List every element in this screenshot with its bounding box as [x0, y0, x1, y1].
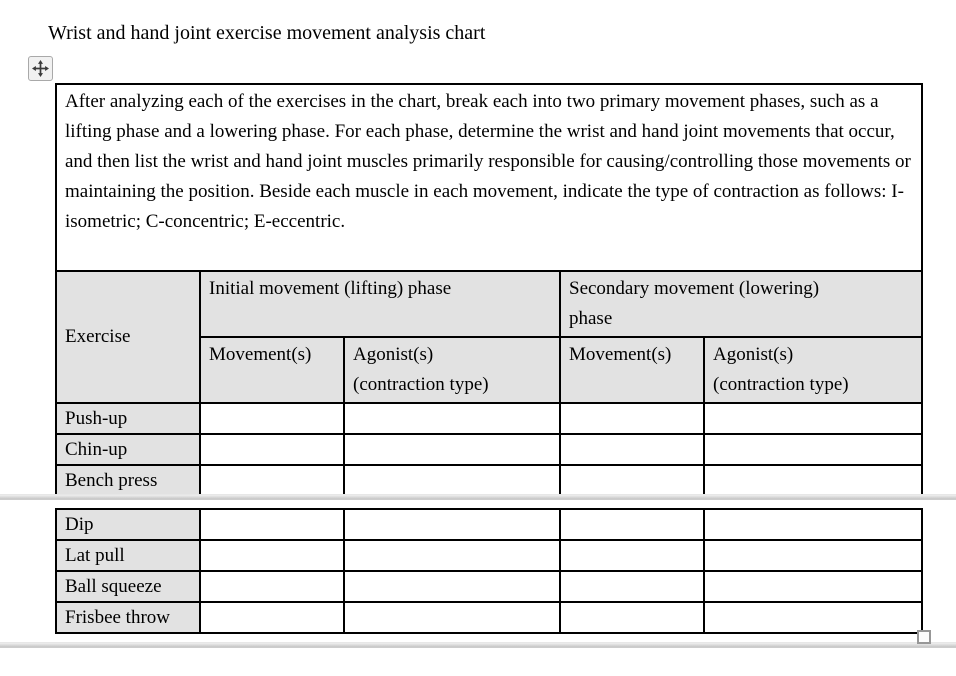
- answer-cell[interactable]: [200, 540, 344, 571]
- table-row: [56, 602, 922, 633]
- table-row: [56, 509, 922, 540]
- agonist-subheader-cell-secondary: [704, 337, 922, 403]
- answer-cell[interactable]: [704, 403, 922, 434]
- table-row: [56, 434, 922, 465]
- instructions-text: After analyzing each of the exercises in the chart, break each into two primary movement phases, such as a lifting phase and a lowering phase. For each phase, determine the wrist and hand joint movements that occur, and then list the wrist and hand joint muscles primarily responsible for causing/controlling those movements or maintaining the position. Beside each muscle in each movement, indicate the type of contraction as follows: I-isometric; C-concentric; E-eccentric.: [65, 91, 911, 232]
- answer-cell[interactable]: [200, 434, 344, 465]
- exercise-name-cell: Bench press: [56, 465, 200, 496]
- answer-cell[interactable]: [560, 465, 704, 496]
- instructions-cell: [56, 84, 922, 271]
- agonist-subheader-line1: Agonist(s): [353, 344, 434, 365]
- answer-cell[interactable]: [200, 403, 344, 434]
- answer-cell[interactable]: [560, 602, 704, 633]
- answer-cell[interactable]: [560, 403, 704, 434]
- answer-cell[interactable]: [560, 509, 704, 540]
- answer-cell[interactable]: [704, 602, 922, 633]
- exercise-name-cell: Lat pull: [56, 540, 200, 571]
- answer-cell[interactable]: [344, 465, 560, 496]
- initial-phase-header-text: Initial movement (lifting) phase: [209, 278, 452, 299]
- move-icon: [32, 60, 49, 77]
- exercise-name-cell: Chin-up: [56, 434, 200, 465]
- answer-cell[interactable]: [200, 465, 344, 496]
- answer-cell[interactable]: [704, 465, 922, 496]
- exercise-name-cell: Ball squeeze: [56, 571, 200, 602]
- answer-cell[interactable]: [344, 434, 560, 465]
- secondary-phase-header-line2: phase: [569, 308, 613, 329]
- answer-cell[interactable]: [200, 571, 344, 602]
- agonist-subheader-line1: Agonist(s): [713, 344, 794, 365]
- agonist-subheader-line2: (contraction type): [353, 374, 489, 395]
- secondary-phase-header-line1: Secondary movement (lowering): [569, 278, 820, 299]
- exercise-name-cell: Frisbee throw: [56, 602, 200, 633]
- secondary-phase-header-cell: [560, 271, 922, 337]
- answer-cell[interactable]: [560, 540, 704, 571]
- answer-cell[interactable]: [704, 571, 922, 602]
- movement-subheader-cell-initial: [200, 337, 344, 403]
- answer-cell[interactable]: [344, 571, 560, 602]
- table-row: [56, 403, 922, 434]
- answer-cell[interactable]: [704, 434, 922, 465]
- answer-cell[interactable]: [560, 571, 704, 602]
- table-row: [56, 465, 922, 496]
- answer-cell[interactable]: [200, 509, 344, 540]
- answer-cell[interactable]: [200, 602, 344, 633]
- movement-subheader-cell-secondary: [560, 337, 704, 403]
- exercise-header-cell: Exercise: [56, 271, 200, 403]
- agonist-subheader-line2: (contraction type): [713, 374, 849, 395]
- agonist-subheader-cell-initial: [344, 337, 560, 403]
- initial-phase-header-cell: [200, 271, 560, 337]
- movement-subheader-text: Movement(s): [209, 344, 312, 365]
- answer-cell[interactable]: [704, 540, 922, 571]
- table-move-handle[interactable]: [28, 56, 53, 81]
- answer-cell[interactable]: [344, 509, 560, 540]
- analysis-table-page1: [55, 83, 923, 497]
- exercise-name-cell: Push-up: [56, 403, 200, 434]
- page-break-divider: [0, 494, 956, 500]
- analysis-table-page2: [55, 508, 923, 634]
- answer-cell[interactable]: [704, 509, 922, 540]
- exercise-name-cell: Dip: [56, 509, 200, 540]
- answer-cell[interactable]: [344, 403, 560, 434]
- answer-cell[interactable]: [344, 602, 560, 633]
- page-break-divider: [0, 642, 956, 648]
- table-resize-handle[interactable]: [917, 630, 931, 644]
- document-title: Wrist and hand joint exercise movement analysis chart: [48, 22, 486, 44]
- table-row: [56, 540, 922, 571]
- table-row: [56, 571, 922, 602]
- answer-cell[interactable]: [344, 540, 560, 571]
- movement-subheader-text: Movement(s): [569, 344, 672, 365]
- answer-cell[interactable]: [560, 434, 704, 465]
